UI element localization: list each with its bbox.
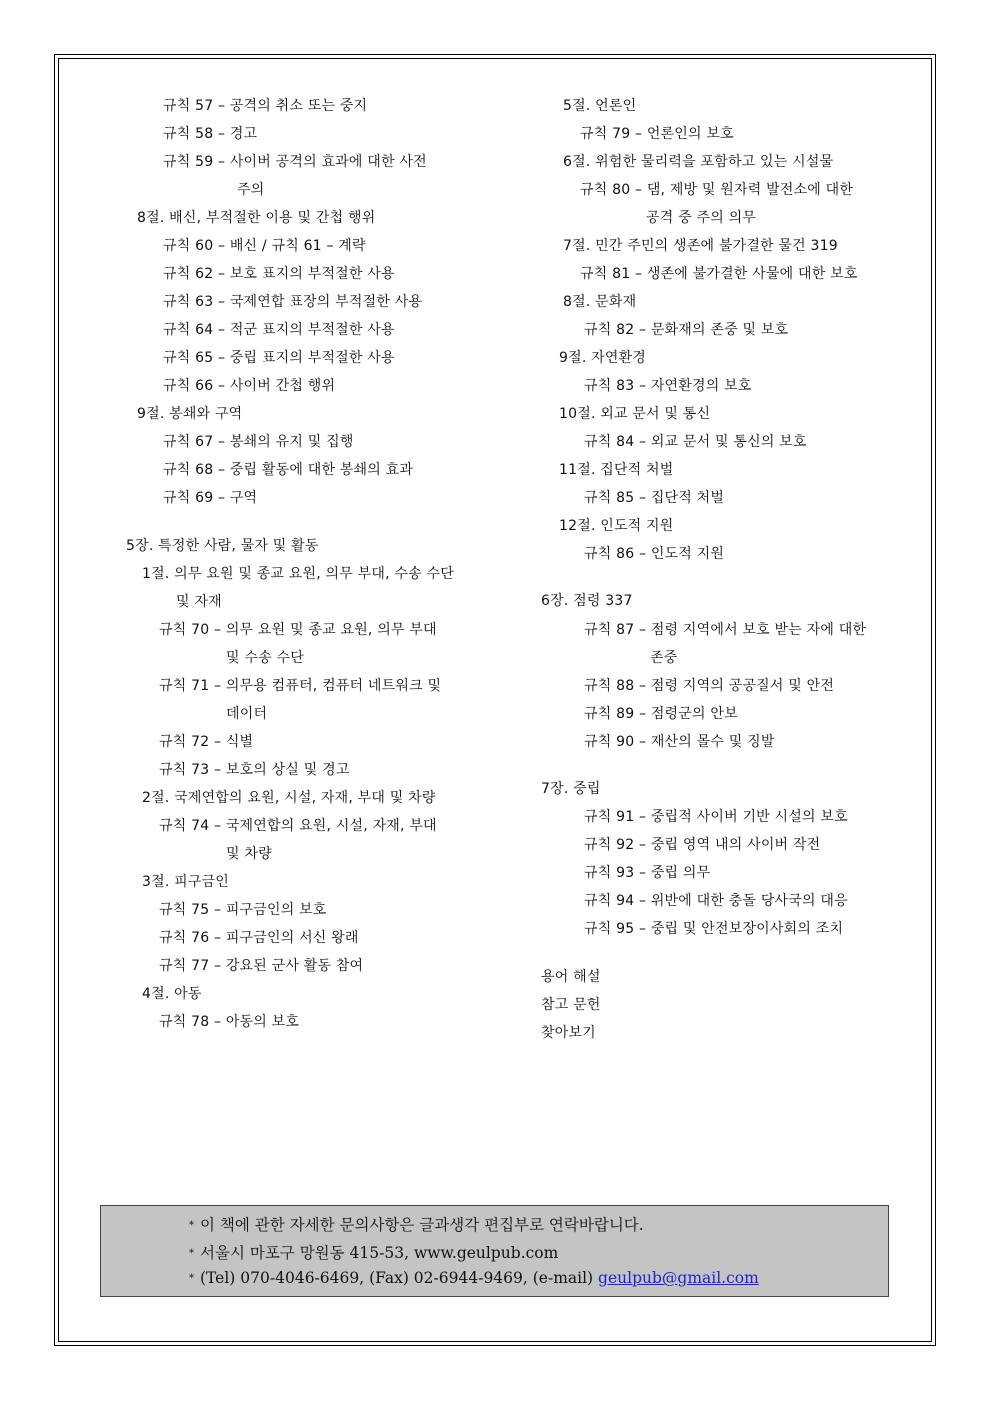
bullet-icon: * [189,1273,194,1284]
address-text: 서울시 마포구 망원동 415-53, www.geulpub.com [200,1244,559,1262]
toc-entry[interactable]: 규칙 92 – 중립 영역 내의 사이버 작전 [584,837,821,853]
contact-line-inquiry [189,1213,644,1235]
toc-entry-continuation: 및 차량 [226,846,272,862]
toc-chapter[interactable]: 7장. 중립 [541,781,601,797]
toc-entry[interactable]: 규칙 67 – 봉쇄의 유지 및 집행 [163,434,354,450]
toc-section[interactable]: 2절. 국제연합의 요원, 시설, 자재, 부대 및 차량 [142,790,436,806]
toc-section[interactable]: 9절. 자연환경 [559,350,647,366]
toc-entry-continuation: 존중 [650,650,678,666]
toc-entry[interactable]: 규칙 90 – 재산의 몰수 및 징발 [584,734,775,750]
toc-entry[interactable]: 규칙 79 – 언론인의 보호 [580,126,734,142]
toc-entry[interactable]: 규칙 88 – 점령 지역의 공공질서 및 안전 [584,678,835,694]
toc-entry[interactable]: 규칙 60 – 배신 / 규칙 61 – 계략 [163,238,366,254]
toc-entry-continuation: 주의 [237,182,265,198]
toc-backmatter[interactable]: 찾아보기 [541,1025,596,1041]
toc-entry[interactable]: 규칙 78 – 아동의 보호 [159,1014,300,1030]
toc-section-continuation: 및 자재 [176,594,222,610]
contact-line-address [189,1241,558,1263]
toc-entry[interactable]: 규칙 91 – 중립적 사이버 기반 시설의 보호 [584,809,848,825]
toc-chapter[interactable]: 5장. 특정한 사람, 물자 및 활동 [126,538,319,554]
contact-line-phone [189,1269,759,1287]
toc-entry[interactable]: 규칙 94 – 위반에 대한 충돌 당사국의 대응 [584,893,848,909]
toc-entry[interactable]: 규칙 68 – 중립 활동에 대한 봉쇄의 효과 [163,462,414,478]
phone-fax-text: (Tel) 070-4046-6469, (Fax) 02-6944-9469, (e-mail) [200,1269,599,1287]
toc-section[interactable]: 1절. 의무 요원 및 종교 요원, 의무 부대, 수송 수단 [142,566,454,582]
toc-section[interactable]: 9절. 봉쇄와 구역 [137,406,243,422]
toc-entry[interactable]: 규칙 89 – 점령군의 안보 [584,706,738,722]
toc-entry[interactable]: 규칙 87 – 점령 지역에서 보호 받는 자에 대한 [584,622,867,638]
toc-entry[interactable]: 규칙 74 – 국제연합의 요원, 시설, 자재, 부대 [159,818,437,834]
toc-section[interactable]: 12절. 인도적 지원 [559,518,674,534]
bullet-icon: * [189,1248,194,1259]
toc-entry[interactable]: 규칙 82 – 문화재의 존중 및 보호 [584,322,789,338]
toc-entry[interactable]: 규칙 69 – 구역 [163,490,258,506]
toc-entry[interactable]: 규칙 83 – 자연환경의 보호 [584,378,752,394]
toc-entry[interactable]: 규칙 86 – 인도적 지원 [584,546,725,562]
toc-entry[interactable]: 규칙 73 – 보호의 상실 및 경고 [159,762,350,778]
toc-entry[interactable]: 규칙 72 – 식별 [159,734,254,750]
toc-backmatter[interactable]: 용어 해설 [541,969,601,985]
toc-entry[interactable]: 규칙 77 – 강요된 군사 활동 참여 [159,958,364,974]
toc-entry[interactable]: 규칙 59 – 사이버 공격의 효과에 대한 사전 [163,154,427,170]
toc-entry[interactable]: 규칙 64 – 적군 표지의 부적절한 사용 [163,322,395,338]
toc-entry[interactable]: 규칙 58 – 경고 [163,126,258,142]
toc-entry-continuation: 데이터 [226,706,268,722]
toc-entry-continuation: 및 수송 수단 [226,650,304,666]
toc-section[interactable]: 3절. 피구금인 [142,874,230,890]
toc-section[interactable]: 7절. 민간 주민의 생존에 불가결한 물건 319 [563,238,838,254]
contact-info-box [100,1205,889,1297]
toc-entry[interactable]: 규칙 84 – 외교 문서 및 통신의 보호 [584,434,807,450]
toc-entry[interactable]: 규칙 70 – 의무 요원 및 종교 요원, 의무 부대 [159,622,437,638]
toc-entry[interactable]: 규칙 66 – 사이버 간첩 행위 [163,378,336,394]
toc-entry[interactable]: 규칙 75 – 피구금인의 보호 [159,902,327,918]
toc-entry-continuation: 공격 중 주의 의무 [646,210,757,226]
toc-entry[interactable]: 규칙 80 – 댐, 제방 및 원자력 발전소에 대한 [580,182,854,198]
toc-entry[interactable]: 규칙 93 – 중립 의무 [584,865,711,881]
toc-chapter[interactable]: 6장. 점령 337 [541,593,633,609]
toc-section[interactable]: 5절. 언론인 [563,98,637,114]
toc-entry[interactable]: 규칙 85 – 집단적 처벌 [584,490,725,506]
inquiry-text: 이 책에 관한 자세한 문의사항은 글과생각 편집부로 연락바랍니다. [200,1216,644,1234]
toc-section[interactable]: 4절. 아동 [142,986,202,1002]
toc-entry[interactable]: 규칙 76 – 피구금인의 서신 왕래 [159,930,359,946]
toc-entry[interactable]: 규칙 62 – 보호 표지의 부적절한 사용 [163,266,395,282]
email-link[interactable]: geulpub@gmail.com [598,1269,759,1287]
toc-entry[interactable]: 규칙 71 – 의무용 컴퓨터, 컴퓨터 네트워크 및 [159,678,442,694]
toc-section[interactable]: 6절. 위험한 물리력을 포함하고 있는 시설물 [563,154,834,170]
toc-entry[interactable]: 규칙 95 – 중립 및 안전보장이사회의 조치 [584,921,844,937]
toc-entry[interactable]: 규칙 63 – 국제연합 표장의 부적절한 사용 [163,294,423,310]
toc-section[interactable]: 10절. 외교 문서 및 통신 [559,406,711,422]
toc-entry[interactable]: 규칙 57 – 공격의 취소 또는 중지 [163,98,368,114]
toc-backmatter[interactable]: 참고 문헌 [541,997,601,1013]
bullet-icon: * [189,1220,194,1231]
toc-section[interactable]: 8절. 배신, 부적절한 이용 및 간첩 행위 [137,210,376,226]
toc-section[interactable]: 11절. 집단적 처벌 [559,462,674,478]
toc-section[interactable]: 8절. 문화재 [563,294,637,310]
toc-entry[interactable]: 규칙 81 – 생존에 불가결한 사물에 대한 보호 [580,266,858,282]
toc-entry[interactable]: 규칙 65 – 중립 표지의 부적절한 사용 [163,350,395,366]
